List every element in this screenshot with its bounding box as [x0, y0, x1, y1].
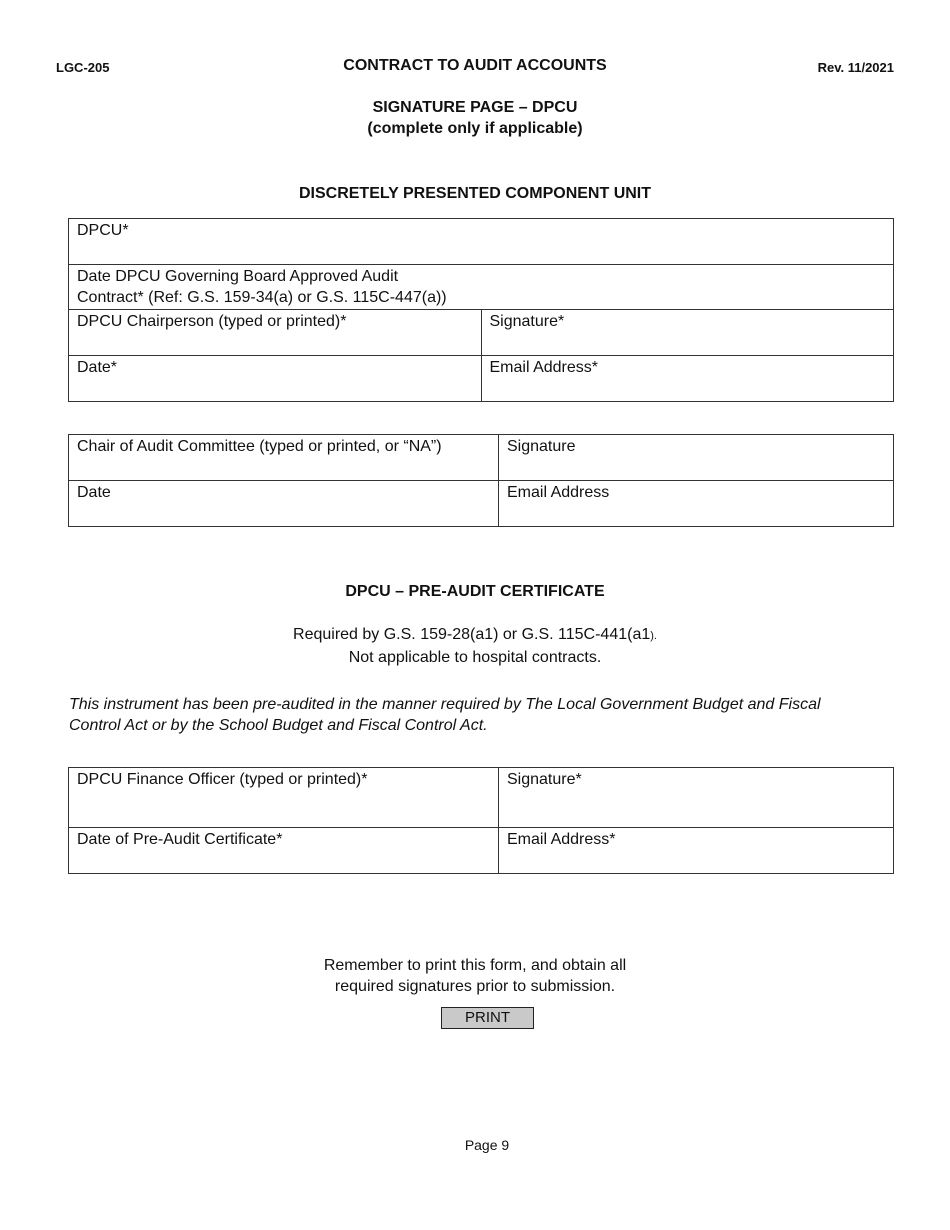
audit-committee-date-label: Date — [77, 484, 111, 501]
preaudit-requirement — [0, 624, 950, 668]
preaudit-statement-line1: This instrument has been pre-audited in the manner required by The Local Government Budget and Fiscal — [69, 696, 821, 713]
finance-officer-email-label: Email Address* — [507, 831, 616, 848]
chairperson-date-field[interactable] — [69, 356, 482, 402]
board-approval-date-field[interactable] — [69, 265, 894, 310]
chairperson-email-label: Email Address* — [489, 359, 598, 376]
finance-officer-label: DPCU Finance Officer (typed or printed)* — [77, 771, 368, 788]
form-id: LGC-205 — [56, 60, 110, 75]
not-applicable-text: Not applicable to hospital contracts. — [348, 649, 602, 666]
print-button[interactable]: PRINT — [441, 1007, 534, 1029]
preaudit-heading: DPCU – PRE-AUDIT CERTIFICATE — [345, 583, 605, 600]
audit-committee-email-label: Email Address — [507, 484, 610, 501]
signature-page-subtitle: (complete only if applicable) — [367, 120, 583, 137]
finance-officer-signature-field[interactable] — [499, 768, 894, 828]
required-by-statute-end: ). — [650, 630, 657, 642]
audit-committee-chair-label: Chair of Audit Committee (typed or printed, or “NA”) — [77, 438, 442, 455]
finance-officer-field[interactable] — [69, 768, 499, 828]
required-by-statute: Required by G.S. 159-28(a1) or G.S. 115C-441(a1 — [293, 626, 651, 643]
audit-committee-signature-field[interactable] — [499, 435, 894, 481]
board-approval-label-line1: Date DPCU Governing Board Approved Audit — [77, 268, 399, 285]
chairperson-signature-label: Signature* — [489, 313, 565, 330]
chairperson-label: DPCU Chairperson (typed or printed)* — [77, 313, 347, 330]
chairperson-name-field[interactable] — [69, 310, 482, 356]
print-reminder-line1: Remember to print this form, and obtain all — [323, 957, 627, 974]
signature-page-heading: SIGNATURE PAGE – DPCU — [372, 99, 578, 116]
revision-date: Rev. 11/2021 — [817, 60, 894, 75]
certificate-date-label: Date of Pre-Audit Certificate* — [77, 831, 283, 848]
audit-committee-table — [68, 434, 894, 527]
chairperson-email-field[interactable] — [481, 356, 894, 402]
preaudit-statement-line2: Control Act or by the School Budget and Fiscal Control Act. — [69, 717, 488, 734]
board-approval-label-line2: Contract* (Ref: G.S. 159-34(a) or G.S. 115C-447(a)) — [77, 289, 447, 306]
signature-page-title — [0, 97, 950, 139]
print-reminder-line2: required signatures prior to submission. — [334, 978, 616, 995]
dpcu-section-heading: DISCRETELY PRESENTED COMPONENT UNIT — [298, 185, 652, 202]
chairperson-signature-field[interactable] — [481, 310, 894, 356]
audit-committee-chair-field[interactable] — [69, 435, 499, 481]
required-by-text — [0, 624, 950, 647]
preaudit-statement — [69, 694, 869, 736]
preaudit-table — [68, 767, 894, 874]
finance-officer-signature-label: Signature* — [507, 771, 582, 788]
page-number: Page 9 — [464, 1137, 510, 1153]
dpcu-name-field[interactable] — [69, 219, 894, 265]
audit-committee-email-field[interactable] — [499, 481, 894, 527]
dpcu-signature-table — [68, 218, 894, 402]
dpcu-name-label: DPCU* — [77, 222, 129, 239]
document-title: CONTRACT TO AUDIT ACCOUNTS — [343, 57, 607, 74]
audit-committee-signature-label: Signature — [507, 438, 576, 455]
print-reminder — [0, 955, 950, 997]
certificate-date-field[interactable] — [69, 828, 499, 874]
audit-committee-date-field[interactable] — [69, 481, 499, 527]
finance-officer-email-field[interactable] — [499, 828, 894, 874]
chairperson-date-label: Date* — [77, 359, 118, 376]
